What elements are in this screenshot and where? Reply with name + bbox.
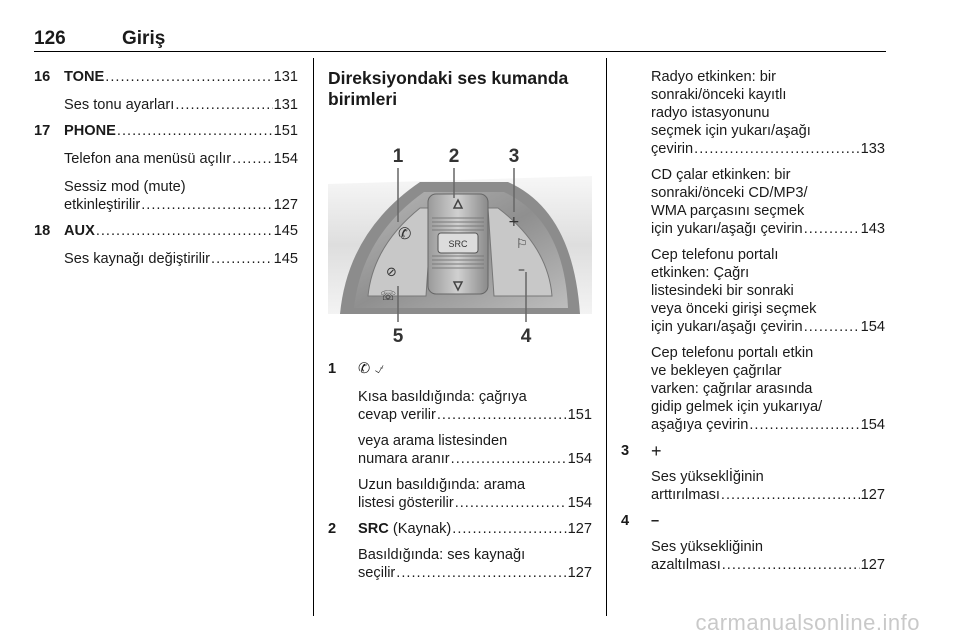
section-heading-line: birimleri [328, 89, 398, 109]
callout-label-1: 1 [392, 146, 404, 167]
entry-label: Telefon ana menüsü açılır [64, 151, 232, 167]
page-reference: 154 [567, 495, 592, 511]
callout-label-4: 4 [520, 326, 532, 347]
item-1-long-press [328, 476, 592, 520]
item-text: seçmek için yukarı/aşağı [651, 123, 811, 139]
page-reference: 133 [860, 141, 885, 157]
item-text: sonraki/önceki kayıtlı [651, 87, 787, 103]
entry-text: Sessiz mod (mute) [64, 179, 186, 195]
hang-up-icon: ☏ [380, 289, 397, 304]
item-2-press [328, 546, 592, 586]
entry-number: 17 [34, 123, 51, 139]
item-label: (Kaynak) [388, 521, 452, 537]
item-label: cevap verilir [358, 407, 436, 423]
leader-dots [452, 520, 566, 538]
page-number: 126 [34, 28, 66, 49]
leader-dots [141, 196, 272, 214]
item-1 [328, 360, 592, 388]
page-reference: 151 [567, 407, 592, 423]
leader-dots [396, 564, 566, 582]
entry-label: Ses kaynağı değiştirilir [64, 251, 211, 267]
page-reference: 154 [273, 151, 298, 167]
item-text: Kısa basıldığında: çağrıya [358, 389, 527, 405]
leader-dots [721, 486, 860, 504]
item-text: veya arama listesinden [358, 433, 508, 449]
item-label: seçilir [358, 565, 396, 581]
toc-entry-aux [34, 222, 298, 250]
leader-dots [232, 150, 273, 168]
entry-number: 16 [34, 69, 51, 85]
plus-icon: + [508, 214, 520, 230]
item-label: azaltılması [651, 557, 721, 573]
item-label: arttırılması [651, 487, 720, 503]
item-label: için yukarı/aşağı çevirin [651, 319, 803, 335]
page-reference: 131 [273, 69, 298, 85]
item-4-volume-down [621, 538, 885, 578]
leader-dots [211, 250, 273, 268]
plus-icon: + [651, 441, 662, 461]
callout-label-2: 2 [448, 146, 460, 167]
item-label: aşağıya çevirin [651, 417, 749, 433]
item-text: varken: çağrılar arasında [651, 381, 813, 397]
leader-dots [804, 220, 860, 238]
item-3-volume-up [621, 468, 885, 512]
item-2-phone-portal [621, 246, 885, 344]
callout-label-5: 5 [392, 326, 404, 347]
item-text: listesindeki bir sonraki [651, 283, 794, 299]
leader-dots [694, 140, 859, 158]
entry-label: TONE [64, 69, 105, 85]
toc-column-1 [34, 68, 298, 270]
minus-icon: – [651, 513, 660, 529]
entry-label: etkinleştirilir [64, 197, 141, 213]
toc-entry-mute [34, 178, 298, 222]
watermark: carmanualsonline.info [695, 610, 920, 635]
item-text: gidip gelmek için yukarıya/ [651, 399, 823, 415]
content-column-2 [328, 68, 592, 586]
leader-dots [437, 406, 567, 424]
item-4 [621, 512, 885, 538]
item-label: numara aranır [358, 451, 450, 467]
page-reference: 127 [860, 487, 885, 503]
leader-dots [451, 450, 567, 468]
item-text: Ses yükseklİğinin [651, 469, 764, 485]
section-heading-line: Direksiyondaki ses kumanda [328, 68, 569, 88]
item-text: radyo istasyonunu [651, 105, 770, 121]
item-text: Uzun basıldığında: arama [358, 477, 526, 493]
page-title: Giriş [122, 28, 166, 49]
page-reference: 145 [273, 223, 298, 239]
page-reference: 145 [273, 251, 298, 267]
item-label-bold: SRC [358, 521, 389, 537]
page-reference: 127 [273, 197, 298, 213]
item-text: Cep telefonu portalı etkin [651, 345, 814, 361]
item-text: Cep telefonu portalı [651, 247, 779, 263]
section-heading [328, 68, 592, 110]
item-text: ve bekleyen çağrılar [651, 363, 782, 379]
item-text: sonraki/önceki CD/MP3/ [651, 185, 808, 201]
item-number: 2 [328, 521, 337, 537]
item-text: Ses yüksekliğinin [651, 539, 763, 555]
item-2 [328, 520, 592, 546]
phone-symbols-icon: ✆ ⍻ [358, 361, 383, 377]
page-reference: 127 [567, 565, 592, 581]
leader-dots [105, 68, 272, 86]
entry-label: PHONE [64, 123, 116, 139]
item-1-short-press [328, 388, 592, 432]
toc-entry-phone [34, 122, 298, 150]
toc-entry-phone-menu [34, 150, 298, 178]
entry-number: 18 [34, 223, 51, 239]
src-button-label: SRC [448, 239, 468, 249]
item-text: etkinken: Çağrı [651, 265, 750, 281]
item-text: Basıldığında: ses kaynağı [358, 547, 526, 563]
leader-dots [749, 416, 859, 434]
item-3 [621, 442, 885, 468]
content-column-3 [621, 68, 885, 578]
item-1-or-dial [328, 432, 592, 476]
flag-icon: ⚐ [516, 237, 528, 252]
item-number: 3 [621, 443, 630, 459]
page-reference: 154 [860, 417, 885, 433]
minus-icon: – [518, 262, 525, 278]
page-reference: 143 [860, 221, 885, 237]
item-2-radio [621, 68, 885, 166]
page-reference: 127 [860, 557, 885, 573]
leader-dots [96, 222, 273, 240]
page-reference: 154 [860, 319, 885, 335]
leader-dots [117, 122, 273, 140]
toc-entry-tone [34, 68, 298, 96]
item-2-cd [621, 166, 885, 246]
item-text: veya önceki girişi seçmek [651, 301, 817, 317]
phone-icon: ✆ [398, 224, 412, 243]
page-reference: 131 [273, 97, 298, 113]
mute-speaker-icon: ⊘ [386, 265, 397, 280]
page-reference: 151 [273, 123, 298, 139]
entry-label: Ses tonu ayarları [64, 97, 175, 113]
page-reference: 127 [567, 521, 592, 537]
toc-entry-source [34, 250, 298, 270]
item-label: listesi gösterilir [358, 495, 454, 511]
item-text: WMA parçasını seçmek [651, 203, 805, 219]
callout-label-3: 3 [508, 146, 520, 167]
header-rule [34, 51, 886, 52]
item-2-waiting-calls [621, 344, 885, 442]
column-divider-1 [313, 58, 314, 616]
item-number: 4 [621, 513, 630, 529]
item-number: 1 [328, 361, 337, 377]
column-divider-2 [606, 58, 607, 616]
item-label: çevirin [651, 141, 694, 157]
leader-dots [804, 318, 860, 336]
entry-label: AUX [64, 223, 95, 239]
item-text: Radyo etkinken: bir [651, 69, 776, 85]
toc-entry-tone-desc [34, 96, 298, 122]
leader-dots [175, 96, 272, 114]
leader-dots [455, 494, 567, 512]
item-label: için yukarı/aşağı çevirin [651, 221, 803, 237]
leader-dots [722, 556, 860, 574]
item-text: CD çalar etkinken: bir [651, 167, 791, 183]
page-reference: 154 [567, 451, 592, 467]
steering-wheel-controls-figure [328, 136, 592, 350]
